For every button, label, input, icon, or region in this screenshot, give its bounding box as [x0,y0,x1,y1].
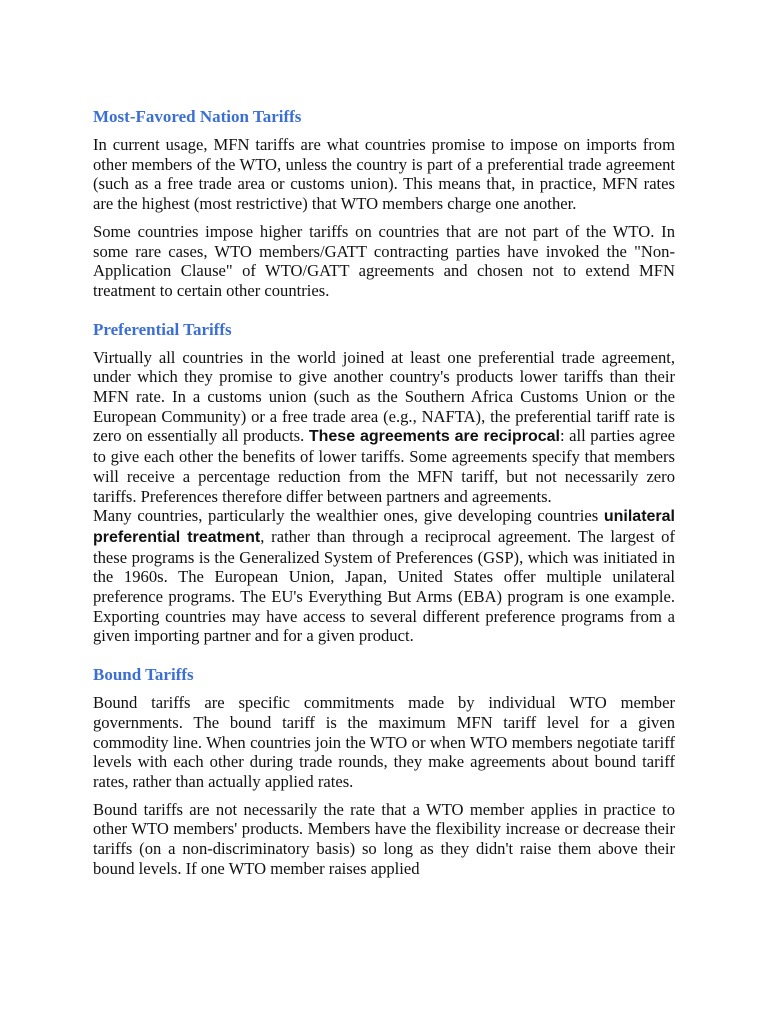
section-heading: Bound Tariffs [93,665,194,685]
paragraph: Bound tariffs are not necessarily the rate that a WTO member applies in practice to other WTO members' products. Members have the flexibility increase or decrease their tariffs (on a non-discriminatory basis) so long as they didn't raise them above their bound levels. If one WTO member raises applied [93,799,675,878]
paragraph [93,348,675,507]
emphasis-text: unilateral preferential treatment [93,508,675,546]
paragraph: In current usage, MFN tariffs are what countries promise to impose on imports from other members of the WTO, unless the country is part of a preferential trade agreement (such as a free trade area or customs union). This means that, in practice, MFN rates are the highest (most restrictive) that WTO members charge one another. [93,135,675,214]
section-preferential-tariffs [93,319,675,647]
paragraph: Some countries impose higher tariffs on countries that are not part of the WTO. In some rare cases, WTO members/GATT contracting parties have invoked the "Non-Application Clause" of WTO/GATT agreements and chosen not to extend MFN treatment to certain other countries. [93,221,675,300]
text-run: : all parties agree to give each other the benefits of lower tariffs. Some agreements specify that members will receive a percentage reduction from the MFN tariff, but not necessarily zero tariffs. Preferences therefore differ between partners and agreements. [93,426,675,506]
emphasis-text: These agreements are reciprocal [308,428,560,446]
paragraph: Bound tariffs are specific commitments made by individual WTO member governments. The bound tariff is the maximum MFN tariff level for a given commodity line. When countries join the WTO or when WTO members negotiate tariff levels with each other during trade rounds, they make agreements about bound tariff rates, rather than actually applied rates. [93,693,675,791]
text-run: , rather than through a reciprocal agreement. The largest of these programs is the Generalized System of Preferences (GSP), which was initiated in the 1960s. The European Union, Japan, United States offer multiple unilateral preference programs. The EU's Everything But Arms (EBA) program is one example. Exporting countries may have access to several different preference programs from a given importing partner and for a given product. [93,526,675,646]
section-mfn-tariffs [93,106,675,301]
paragraph [93,506,675,646]
section-bound-tariffs [93,664,675,878]
text-run: Virtually all countries in the world joined at least one preferential trade agreement, under which they promise to give another country's products lower tariffs than their MFN rate. In a customs union (such as the Southern Africa Customs Union or the European Community) or a free trade area (e.g., NAFTA), the preferential tariff rate is zero on essentially all products. [93,347,675,446]
text-run: Many countries, particularly the wealthier ones, give developing countries [93,506,604,526]
section-heading: Preferential Tariffs [93,319,232,339]
section-heading: Most-Favored Nation Tariffs [93,107,302,126]
